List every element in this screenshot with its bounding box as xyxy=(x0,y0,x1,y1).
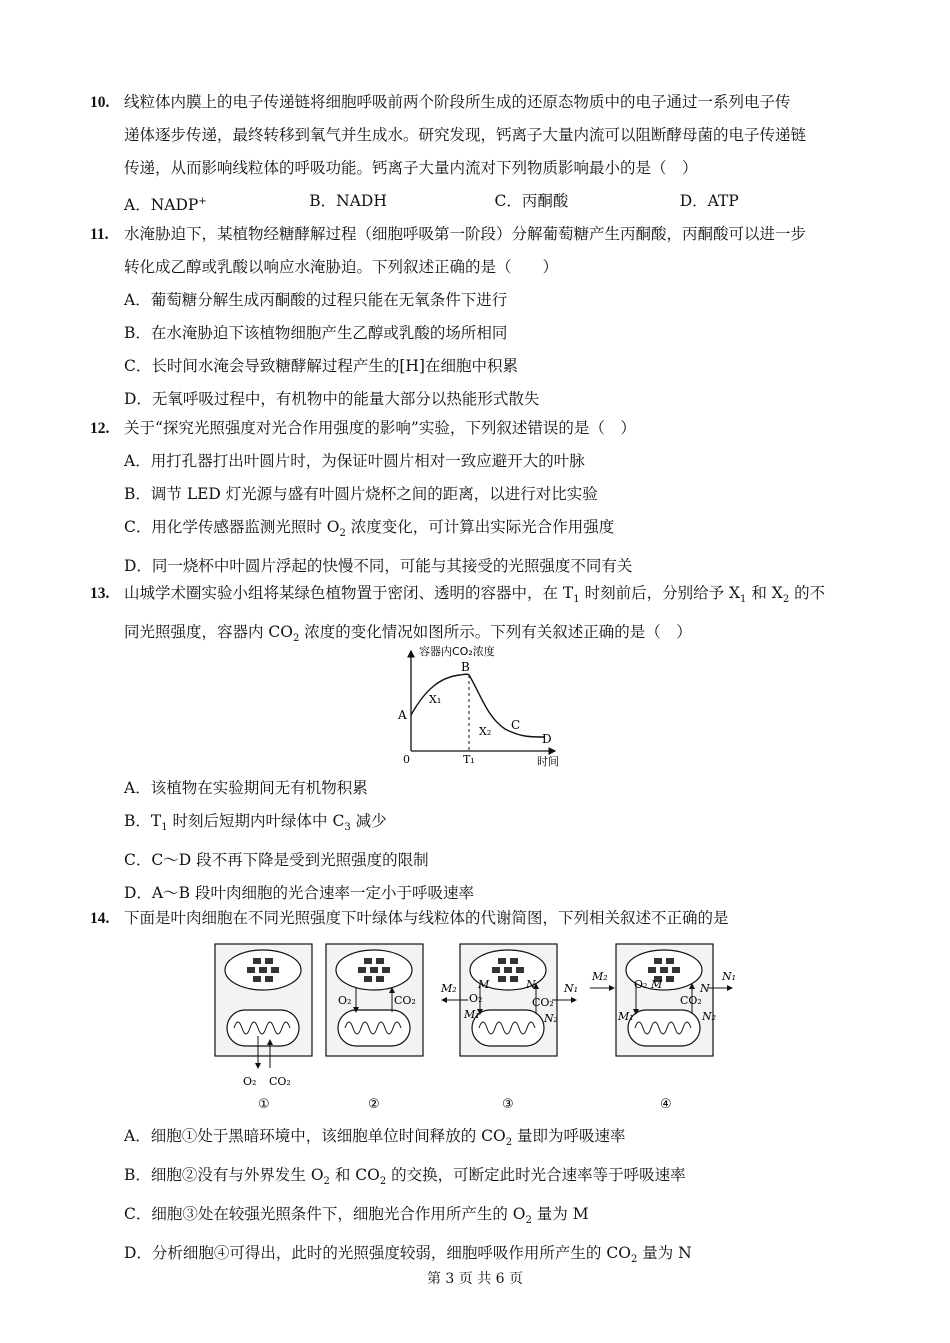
q13-label-x2: X₂ xyxy=(479,725,492,738)
q13-label-x1: X₁ xyxy=(429,693,442,706)
cell-3-n-label: N xyxy=(526,978,536,991)
cell-4-co2-label: CO₂ xyxy=(680,994,702,1007)
cell-1-label: ① xyxy=(258,1097,270,1112)
q13-number: 13. xyxy=(90,585,110,602)
q11-stem-line1: 11. 水淹胁迫下，某植物经糖酵解过程（细胞呼吸第一阶段）分解葡萄糖产生丙酮酸，丙酮酸可以进一步 xyxy=(90,218,865,251)
q14-stem-line1: 14. 下面是叶肉细胞在不同光照强度下叶绿体与线粒体的代谢简图，下列相关叙述不正确的是 xyxy=(90,902,865,935)
q13-stem-line2: 同光照强度，容器内 $CO_2$ 浓度的变化情况如图所示。下列有关叙述正确的是（ ） xyxy=(124,623,692,645)
q13-stem-line1: 13. 山城学术圈实验小组将某绿色植物置于密闭、透明的容器中，在 $T_1$ 时刻前后，分别给予 $X_1$ 和 $X_2$ 的不 xyxy=(90,577,865,616)
q11-option-c[interactable]: C．长时间水淹会导致糖酵解过程产生的[H]在细胞中积累 xyxy=(124,357,518,375)
q12-option-d[interactable]: D．同一烧杯中叶圆片浮起的快慢不同，可能与其接受的光照强度不同有关 xyxy=(124,557,633,576)
cell-3-label: ③ xyxy=(502,1097,514,1112)
mitochondrion-4 xyxy=(628,1010,700,1046)
cell-4-n1-label: N₁ xyxy=(722,970,737,983)
mitochondrion-3 xyxy=(472,1010,544,1046)
cell-3-m1-label: M₁ xyxy=(464,1008,480,1021)
cell-4-m1-label: M₁ xyxy=(618,1010,634,1023)
cell-2-label: ② xyxy=(368,1097,380,1112)
q10-option-c[interactable]: C．丙酮酸 xyxy=(494,192,569,210)
cell-4-n-label: N xyxy=(700,982,710,995)
q13-option-c[interactable]: C．C～D 段不再下降是受到光照强度的限制 xyxy=(124,851,429,870)
q13-option-d[interactable]: D．A～B 段叶肉细胞的光合速率一定小于呼吸速率 xyxy=(124,884,474,903)
q13-x-label: 时间 xyxy=(537,755,559,767)
q13-option-a[interactable]: A．该植物在实验期间无有机物积累 xyxy=(124,779,368,797)
q10-option-a[interactable]: A．NADP+ xyxy=(124,196,207,215)
q13-option-b[interactable]: B．$T_1$ 时刻后短期内叶绿体中 $C_3$ 减少 xyxy=(124,812,387,834)
cell-3-co2-label: CO₂ xyxy=(532,996,554,1009)
q12-number: 12. xyxy=(90,420,110,437)
page-footer: 第 3 页 共 6 页 xyxy=(426,1271,524,1287)
q10-options xyxy=(90,185,865,222)
q12-option-c[interactable]: C．用化学传感器监测光照时 $O_2$ 浓度变化，可计算出实际光合作用强度 xyxy=(124,518,615,540)
mitochondrion-2 xyxy=(338,1010,410,1046)
cell-1 xyxy=(215,944,312,1112)
question-11 xyxy=(90,218,865,416)
question-14-options xyxy=(90,1120,865,1276)
cell-4-label: ④ xyxy=(660,1097,672,1112)
q14-option-c[interactable]: C．细胞③处在较强光照条件下，细胞光合作用所产生的 $O_2$ 量为 M xyxy=(124,1205,589,1227)
q12-stem-line1: 12. 关于“探究光照强度对光合作用强度的影响”实验，下列叙述错误的是（ ） xyxy=(90,412,865,445)
q10-stem-line1: 10. 线粒体内膜上的电子传递链将细胞呼吸前两个阶段所生成的还原态物质中的电子通过一系列电子传 xyxy=(90,86,865,119)
q11-number: 11. xyxy=(90,226,109,243)
cell-3-o2-label: O₂ xyxy=(469,992,483,1005)
q14-option-b[interactable]: B．细胞②没有与外界发生 $O_2$ 和 $CO_2$ 的交换，可断定此时光合速率等于呼吸速率 xyxy=(124,1166,686,1188)
q14-number: 14. xyxy=(90,910,110,927)
q13-y-label: 容器内CO₂浓度 xyxy=(419,645,495,658)
question-12 xyxy=(90,412,865,583)
cell-3 xyxy=(440,944,578,1112)
q10-stem-line3: 传递，从而影响线粒体的呼吸功能。钙离子大量内流对下列物质影响最小的是（ ） xyxy=(124,159,698,177)
q13-point-c: C xyxy=(511,718,521,732)
q13-co2-graph xyxy=(395,645,565,767)
cell-1-co2-label: CO₂ xyxy=(269,1075,291,1088)
cell-2 xyxy=(326,944,423,1112)
question-10 xyxy=(90,86,865,222)
cell-1-o2-label: O₂ xyxy=(243,1075,257,1088)
q12-option-a[interactable]: A．用打孔器打出叶圆片时，为保证叶圆片相对一致应避开大的叶脉 xyxy=(124,452,585,470)
q11-option-a[interactable]: A．葡萄糖分解生成丙酮酸的过程只能在无氧条件下进行 xyxy=(124,291,508,309)
q13-t1-label: T₁ xyxy=(463,753,475,766)
question-13-options xyxy=(90,772,865,910)
cell-3-n2-label: N₂ xyxy=(544,1012,559,1025)
q10-option-d[interactable]: D．ATP xyxy=(679,192,739,210)
q10-number: 10. xyxy=(90,94,110,111)
q14-cell-diagrams xyxy=(210,940,745,1112)
cell-4-o2-label: O₂ xyxy=(634,978,648,991)
question-13-stem xyxy=(90,577,865,655)
q11-option-b[interactable]: B．在水淹胁迫下该植物细胞产生乙醇或乳酸的场所相同 xyxy=(124,324,508,342)
q13-point-a: A xyxy=(398,708,407,722)
q12-option-b[interactable]: B．调节 LED 灯光源与盛有叶圆片烧杯之间的距离，以进行对比实验 xyxy=(124,485,598,503)
q14-option-a[interactable]: A．细胞①处于黑暗环境中，该细胞单位时间释放的 $CO_2$ 量即为呼吸速率 xyxy=(124,1127,626,1149)
cell-3-m2-label: M₂ xyxy=(441,982,457,995)
q11-option-d[interactable]: D．无氧呼吸过程中，有机物中的能量大部分以热能形式散失 xyxy=(124,390,540,408)
cell-4-m-label: M xyxy=(651,978,663,991)
mitochondrion-1 xyxy=(227,1010,299,1046)
cell-4-n2-label: N₂ xyxy=(702,1010,717,1023)
q13-origin-label: 0 xyxy=(403,753,410,766)
cell-4 xyxy=(590,944,736,1112)
cell-2-co2-label: CO₂ xyxy=(394,994,416,1007)
q10-stem-line2: 递体逐步传递，最终转移到氧气并生成水。研究发现，钙离子大量内流可以阻断酵母菌的电子传递链 xyxy=(124,126,807,144)
cell-4-m2-label: M₂ xyxy=(592,970,608,983)
q13-point-d: D xyxy=(542,732,552,746)
q11-stem-line2: 转化成乙醇或乳酸以响应水淹胁迫。下列叙述正确的是（ ） xyxy=(124,258,559,276)
question-14-stem xyxy=(90,902,865,935)
q13-point-b: B xyxy=(461,660,470,674)
q10-option-b[interactable]: B．NADH xyxy=(309,192,387,210)
q14-option-d[interactable]: D．分析细胞④可得出，此时的光照强度较弱，细胞呼吸作用所产生的 $CO_2$ 量为 N xyxy=(124,1244,692,1266)
cell-3-m-label: M xyxy=(478,978,490,991)
cell-3-n1-label: N₁ xyxy=(564,982,579,995)
cell-2-o2-label: O₂ xyxy=(338,994,352,1007)
